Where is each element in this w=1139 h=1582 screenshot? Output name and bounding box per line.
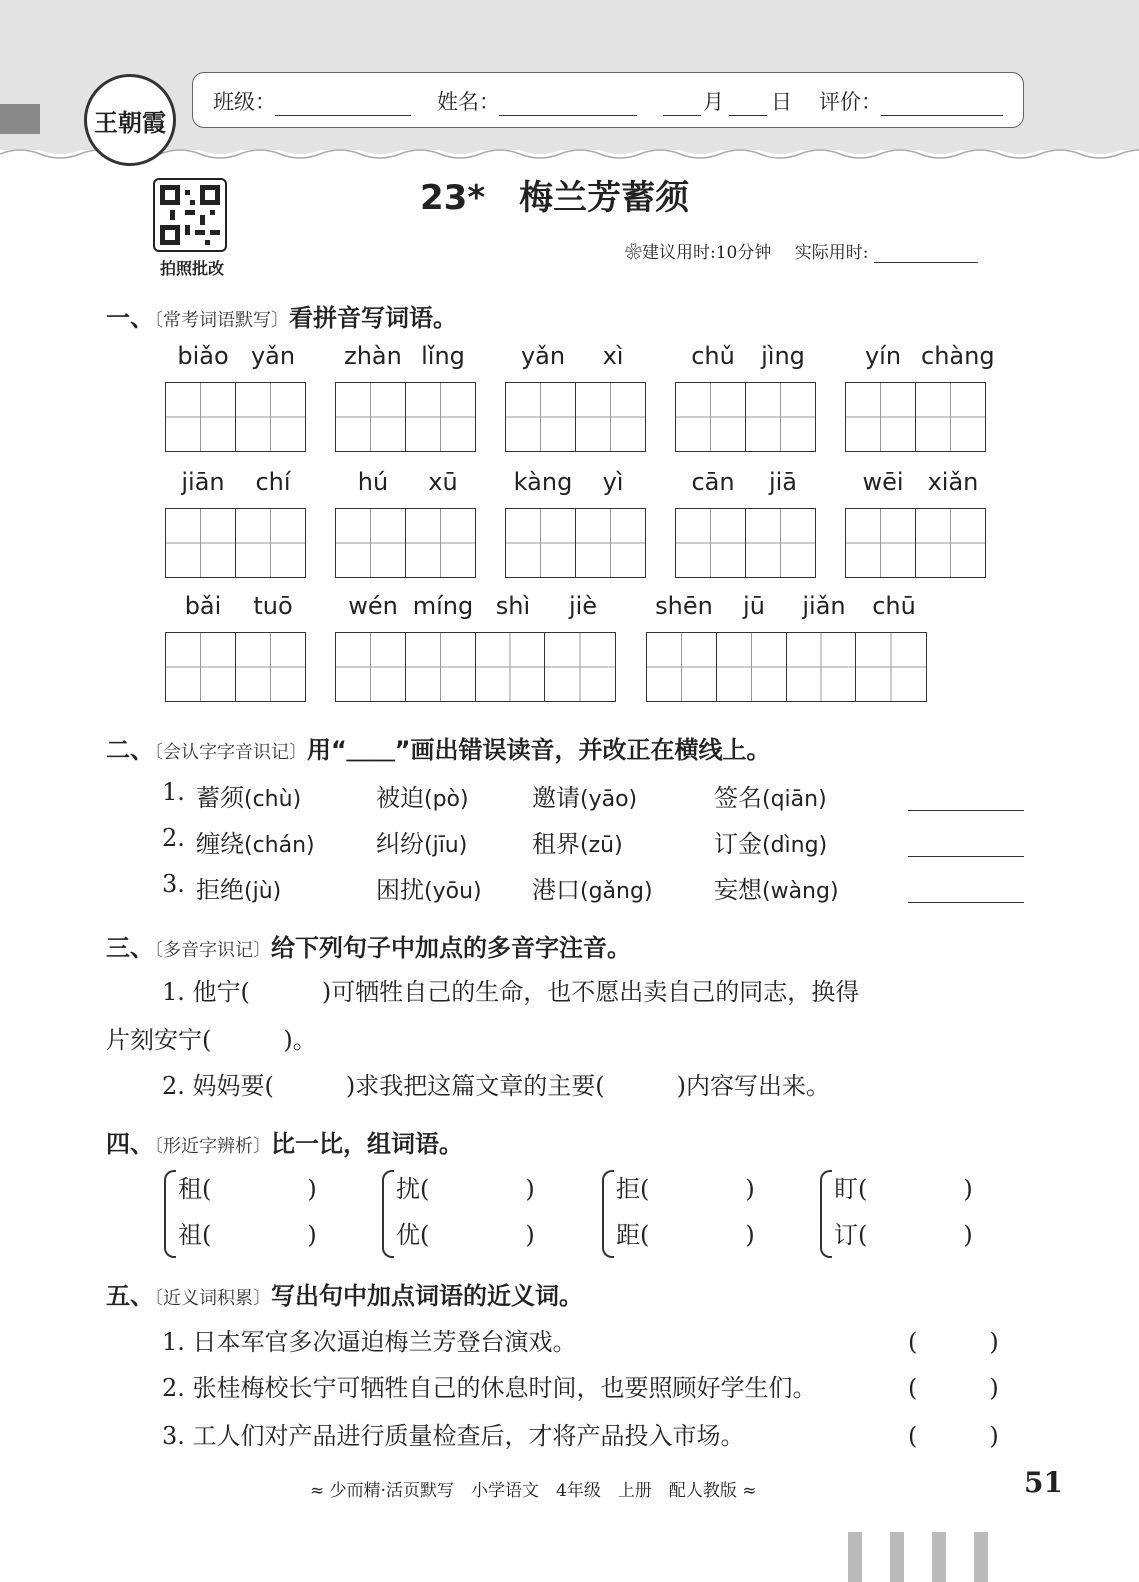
writing-cell[interactable] <box>236 633 306 701</box>
writing-cell[interactable] <box>336 383 406 451</box>
word: 签名 <box>714 784 762 812</box>
line-number: 1. <box>162 778 185 806</box>
brace-icon <box>382 1170 394 1258</box>
pair-item[interactable]: 距( ) <box>616 1221 755 1249</box>
writing-cell[interactable] <box>916 383 986 451</box>
pinyin-label: kàng <box>513 468 573 496</box>
writing-grid[interactable] <box>335 382 476 452</box>
pair-item[interactable]: 盯( ) <box>834 1175 973 1203</box>
section5-instruction: 写出句中加点词语的近义词。 <box>271 1282 583 1310</box>
page-number: 51 <box>1024 1466 1063 1499</box>
word: 租界 <box>532 830 580 858</box>
pair-item[interactable]: 租( ) <box>178 1175 317 1203</box>
eval-label: 评价： <box>819 90 882 114</box>
word-with-pinyin <box>376 778 469 813</box>
edge-bar <box>974 1532 988 1582</box>
pinyin: (yāo) <box>580 787 638 812</box>
writing-grid[interactable] <box>505 382 646 452</box>
char-pair <box>834 1166 973 1258</box>
pinyin-label: yǎn <box>250 342 296 370</box>
lesson-title <box>420 170 689 219</box>
lesson-number: 23* <box>420 178 486 218</box>
writing-cell[interactable] <box>406 383 476 451</box>
word-with-pinyin <box>376 824 467 859</box>
writing-cell[interactable] <box>787 633 857 701</box>
writing-cell[interactable] <box>336 633 406 701</box>
word: 纠纷 <box>376 830 424 858</box>
line-number: 3. <box>162 870 185 898</box>
writing-cell[interactable] <box>746 509 816 577</box>
synonym-sentence: 1. 日本军官多次逼迫梅兰芳登台演戏。 <box>162 1328 577 1356</box>
writing-grid[interactable] <box>845 382 986 452</box>
section1-tag: 〔常考词语默写〕 <box>154 310 289 331</box>
answer-paren[interactable]: ( ) <box>908 1328 999 1356</box>
pinyin-label: míng <box>412 592 474 620</box>
eval-field[interactable] <box>881 115 1003 116</box>
logo-text: 王朝霞 <box>94 107 166 137</box>
writing-cell[interactable] <box>746 383 816 451</box>
edge-bar <box>848 1532 862 1582</box>
pinyin-label: chàng <box>921 342 995 370</box>
pinyin-label: jiān <box>181 468 225 496</box>
writing-cell[interactable] <box>406 633 476 701</box>
pinyin-label: wēi <box>862 468 904 496</box>
section3-sentence2: 2. 妈妈要( )求我把这篇文章的主要( )内容写出来。 <box>162 1072 830 1100</box>
section3-instruction: 给下列句子中加点的多音字注音。 <box>271 934 631 962</box>
section5-number: 五、 <box>106 1282 154 1310</box>
writing-cell[interactable] <box>236 383 306 451</box>
pinyin-label: lǐng <box>421 342 465 370</box>
pinyin-label: jiā <box>768 468 798 496</box>
word-with-pinyin <box>196 870 281 905</box>
pinyin-label: wén <box>348 592 398 620</box>
pair-item[interactable]: 订( ) <box>834 1221 973 1249</box>
word-with-pinyin <box>714 824 827 859</box>
pinyin-label: jū <box>743 592 765 620</box>
pinyin-label: jiǎn <box>802 592 846 620</box>
writing-cell[interactable] <box>676 383 746 451</box>
writing-grid[interactable] <box>646 632 927 702</box>
section5-heading <box>106 1276 583 1311</box>
writing-cell[interactable] <box>846 383 916 451</box>
month-field[interactable] <box>663 115 701 116</box>
writing-cell[interactable] <box>166 509 236 577</box>
writing-cell[interactable] <box>506 383 576 451</box>
section4-tag: 〔形近字辨析〕 <box>154 1136 271 1157</box>
day-label: 日 <box>771 90 792 114</box>
class-label: 班级： <box>213 90 276 114</box>
pair-item[interactable]: 扰( ) <box>396 1175 535 1203</box>
pinyin-label: xū <box>428 468 458 496</box>
pair-item[interactable]: 祖( ) <box>178 1221 317 1249</box>
pinyin-label: yǎn <box>520 342 566 370</box>
writing-grid[interactable] <box>675 508 816 578</box>
footer-text: ≈ 少而精·活页默写 小学语文 4年级 上册 配人教版 ≈ <box>310 1481 757 1501</box>
section3-sentence1a: 1. 他宁( )可牺牲自己的生命，也不愿出卖自己的同志，换得 <box>162 978 860 1006</box>
lesson-name: 梅兰芳蓄须 <box>519 178 690 218</box>
time-suggest: ❀建议用时:10分钟 <box>625 243 772 263</box>
brace-icon <box>602 1170 614 1258</box>
pinyin-label: bǎi <box>184 592 222 620</box>
word-with-pinyin <box>532 870 653 905</box>
edge-bar <box>932 1532 946 1582</box>
pair-item[interactable]: 优( ) <box>396 1221 535 1249</box>
section2-instruction: 用“＿＿”画出错误读音，并改正在横线上。 <box>307 736 771 764</box>
writing-cell[interactable] <box>856 633 926 701</box>
section4-heading <box>106 1124 463 1159</box>
qr-pattern-icon <box>160 185 220 245</box>
pinyin-label: yì <box>602 468 624 496</box>
writing-cell[interactable] <box>576 383 646 451</box>
answer-line[interactable] <box>908 810 1024 811</box>
writing-cell[interactable] <box>166 383 236 451</box>
pinyin-label: xiǎn <box>927 468 979 496</box>
writing-grid[interactable] <box>165 632 306 702</box>
word: 妄想 <box>714 876 762 904</box>
time-actual-field[interactable] <box>874 262 978 263</box>
pinyin-label: xì <box>602 342 624 370</box>
pinyin: (yōu) <box>424 879 482 904</box>
writing-grid[interactable] <box>675 382 816 452</box>
pinyin: (chán) <box>244 833 315 858</box>
word-with-pinyin <box>532 778 637 813</box>
pinyin-label: shì <box>495 592 531 620</box>
qr-code[interactable] <box>153 178 227 252</box>
pinyin: (jù) <box>244 879 282 904</box>
pinyin: (wàng) <box>762 879 839 904</box>
writing-grid[interactable] <box>165 382 306 452</box>
section4-number: 四、 <box>106 1130 154 1158</box>
writing-cell[interactable] <box>236 509 306 577</box>
writing-grid[interactable] <box>845 508 986 578</box>
pinyin-label: shēn <box>655 592 713 620</box>
word: 拒绝 <box>196 876 244 904</box>
writing-cell[interactable] <box>476 633 546 701</box>
pinyin-label: jiè <box>568 592 598 620</box>
pinyin-label: biǎo <box>177 342 229 370</box>
section3-number: 三、 <box>106 934 154 962</box>
synonym-sentence: 3. 工人们对产品进行质量检查后，才将产品投入市场。 <box>162 1422 745 1450</box>
section1-heading <box>106 298 457 333</box>
answer-paren[interactable]: ( ) <box>908 1422 999 1450</box>
section2-number: 二、 <box>106 736 154 764</box>
writing-cell[interactable] <box>166 633 236 701</box>
char-pair <box>178 1166 317 1258</box>
grey-tab <box>0 104 40 134</box>
pinyin: (pò) <box>424 787 469 812</box>
writing-grid[interactable] <box>165 508 306 578</box>
month-label: 月 <box>703 90 724 114</box>
section1-instruction: 看拼音写词语。 <box>289 304 457 332</box>
word: 困扰 <box>376 876 424 904</box>
word-with-pinyin <box>196 778 301 813</box>
word: 订金 <box>714 830 762 858</box>
section3-sentence1b: 片刻安宁( )。 <box>106 1026 317 1054</box>
pinyin: (dìng) <box>762 833 828 858</box>
writing-cell[interactable] <box>676 509 746 577</box>
class-field[interactable] <box>275 115 411 116</box>
synonym-sentence: 2. 张桂梅校长宁可牺牲自己的休息时间，也要照顾好学生们。 <box>162 1374 817 1402</box>
word: 蓄须 <box>196 784 244 812</box>
pinyin: (zū) <box>580 833 623 858</box>
writing-cell[interactable] <box>406 509 476 577</box>
pair-item[interactable]: 拒( ) <box>616 1175 755 1203</box>
brand-logo <box>84 74 176 166</box>
section4-instruction: 比一比，组词语。 <box>271 1130 463 1158</box>
char-pair <box>396 1166 535 1258</box>
pinyin-label: zhàn <box>344 342 402 370</box>
word: 邀请 <box>532 784 580 812</box>
writing-grid[interactable] <box>505 508 646 578</box>
answer-paren[interactable]: ( ) <box>908 1374 999 1402</box>
day-field[interactable] <box>729 115 767 116</box>
pinyin-label: hú <box>357 468 389 496</box>
pinyin-label: tuō <box>253 592 293 620</box>
time-line <box>625 238 978 263</box>
pinyin: (jīu) <box>424 833 468 858</box>
writing-cell[interactable] <box>916 509 986 577</box>
word-with-pinyin <box>196 824 315 859</box>
section3-tag: 〔多音字识记〕 <box>154 940 271 961</box>
pinyin-label: chū <box>872 592 916 620</box>
time-actual-label: 实际用时: <box>794 243 869 263</box>
section1-number: 一、 <box>106 304 154 332</box>
edge-bar <box>890 1532 904 1582</box>
qr-label: 拍照批改 <box>159 259 224 278</box>
line-number: 2. <box>162 824 185 852</box>
writing-cell[interactable] <box>717 633 787 701</box>
writing-cell[interactable] <box>506 509 576 577</box>
pinyin: (gǎng) <box>580 879 653 904</box>
word-with-pinyin <box>376 870 482 905</box>
writing-grid[interactable] <box>335 508 476 578</box>
pinyin-label: chí <box>255 468 291 496</box>
writing-cell[interactable] <box>576 509 646 577</box>
pinyin-label: cān <box>691 468 735 496</box>
word-with-pinyin <box>714 870 839 905</box>
word: 缠绕 <box>196 830 244 858</box>
writing-cell[interactable] <box>336 509 406 577</box>
char-pair <box>616 1166 755 1258</box>
writing-cell[interactable] <box>545 633 615 701</box>
section2-tag: 〔会认字字音识记〕 <box>154 742 307 763</box>
section3-heading <box>106 928 631 963</box>
section2-heading <box>106 730 771 765</box>
answer-line[interactable] <box>908 902 1024 903</box>
writing-cell[interactable] <box>846 509 916 577</box>
pinyin-label: yín <box>864 342 902 370</box>
writing-grid[interactable] <box>335 632 616 702</box>
pinyin-label: jìng <box>761 342 805 370</box>
wave-decoration <box>0 140 1139 170</box>
name-field[interactable] <box>499 115 637 116</box>
pinyin: (qiān) <box>762 787 827 812</box>
word-with-pinyin <box>714 778 827 813</box>
answer-line[interactable] <box>908 856 1024 857</box>
word: 被迫 <box>376 784 424 812</box>
pinyin-label: chǔ <box>691 342 735 370</box>
section5-tag: 〔近义词积累〕 <box>154 1288 271 1309</box>
word-with-pinyin <box>532 824 623 859</box>
name-label: 姓名： <box>437 90 500 114</box>
student-info-box <box>192 72 1024 128</box>
brace-icon <box>820 1170 832 1258</box>
pinyin: (chù) <box>244 787 302 812</box>
writing-cell[interactable] <box>647 633 717 701</box>
word: 港口 <box>532 876 580 904</box>
brace-icon <box>164 1170 176 1258</box>
